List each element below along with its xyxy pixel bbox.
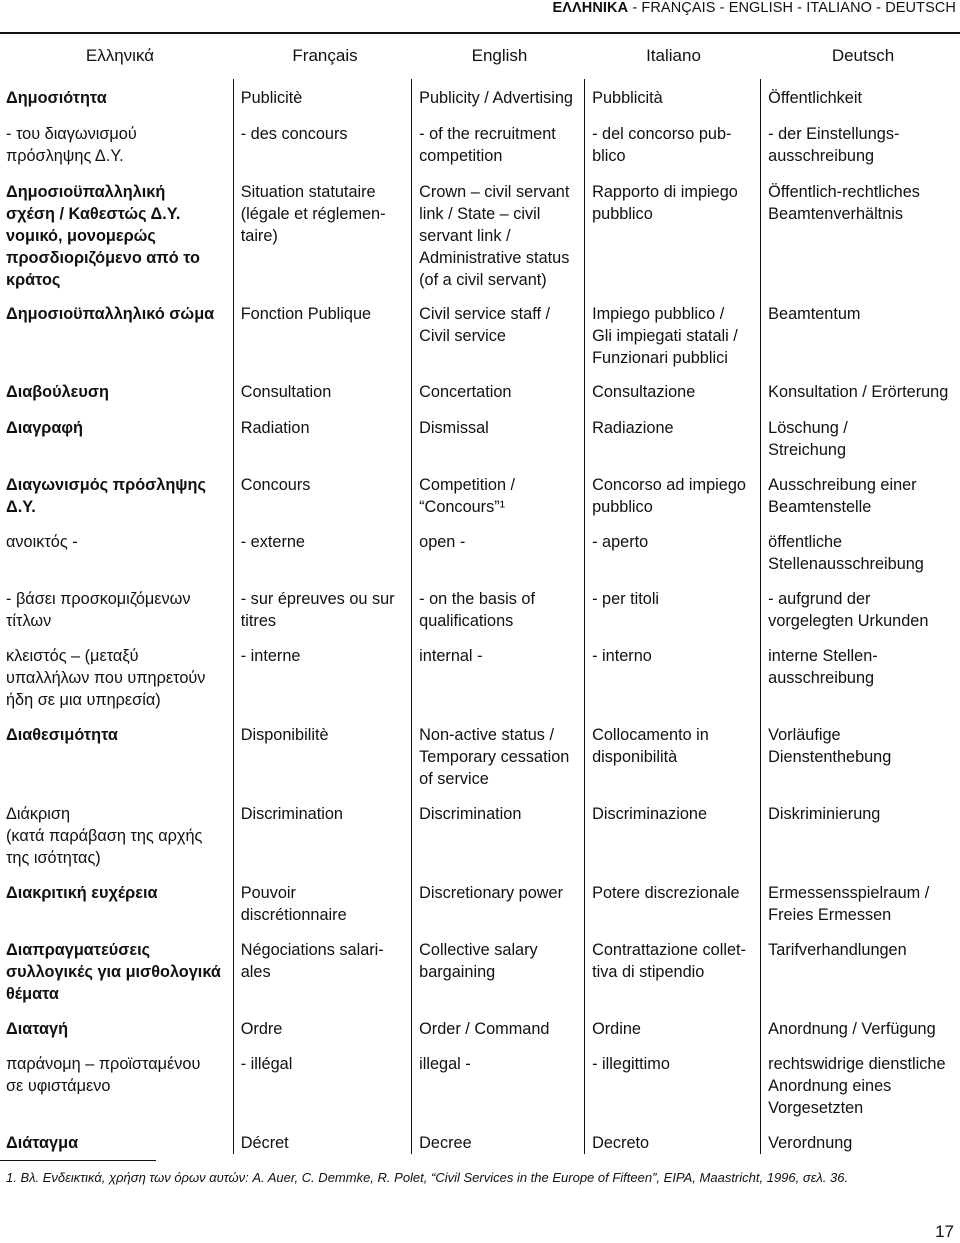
term-italian xyxy=(585,369,761,403)
term-line: Δ.Υ. xyxy=(6,498,36,516)
glossary-row xyxy=(6,575,960,632)
term-french xyxy=(233,575,411,632)
term-line: Concours xyxy=(240,476,311,494)
running-head-greek: ΕΛΛΗΝΙΚΑ xyxy=(552,0,629,16)
term-line: υπαλλήλων που υπηρετούν xyxy=(6,669,206,687)
page-number: 17 xyxy=(935,1222,954,1241)
term-german xyxy=(761,369,960,403)
term-line: Vorläufige xyxy=(768,726,841,744)
term-greek xyxy=(6,632,233,711)
term-line: qualifications xyxy=(419,612,514,630)
top-rule xyxy=(0,32,960,34)
glossary-row xyxy=(6,790,960,869)
term-french xyxy=(233,1005,411,1040)
term-line: κλειστός – (μεταξύ xyxy=(6,647,139,665)
term-english xyxy=(412,167,585,291)
term-line: Discretionary power xyxy=(419,884,564,902)
term-line: ήδη σε μια υπηρεσία) xyxy=(6,691,161,709)
term-italian xyxy=(585,79,761,109)
language-header-greek: Ελληνικά xyxy=(85,46,155,65)
term-line: ausschreibung xyxy=(768,147,875,165)
term-italian xyxy=(585,291,761,369)
term-greek xyxy=(6,291,233,369)
term-line: Διαταγή xyxy=(6,1020,69,1038)
term-line: vorgelegten Urkunden xyxy=(768,612,929,630)
term-line: Öffentlich-rechtliches xyxy=(768,183,920,201)
term-line: (of a civil servant) xyxy=(419,271,547,289)
term-line: τίτλων xyxy=(6,612,52,630)
term-line: Négociations salari- xyxy=(240,941,384,959)
term-line: Konsultation / Erörterung xyxy=(768,383,949,401)
term-english xyxy=(412,632,585,711)
term-line: Dismissal xyxy=(419,419,489,437)
term-line: Diskriminierung xyxy=(768,805,881,823)
term-line: Ausschreibung einer xyxy=(768,476,917,494)
term-greek xyxy=(6,518,233,575)
term-line: Discrimination xyxy=(240,805,343,823)
term-greek xyxy=(6,369,233,403)
term-french xyxy=(233,167,411,291)
term-german xyxy=(761,1040,960,1119)
term-french xyxy=(233,461,411,518)
term-greek xyxy=(6,1005,233,1040)
term-line: - sur épreuves ou sur xyxy=(240,590,395,608)
term-line: discrétionnaire xyxy=(240,906,347,924)
term-line: Δημοσιοϋπαλληλική xyxy=(6,183,166,201)
term-french xyxy=(233,790,411,869)
term-french xyxy=(233,403,411,461)
term-line: öffentliche xyxy=(768,533,843,551)
running-head-languages: - FRANÇAIS - ENGLISH - ITALIANO - DEUTSCH xyxy=(628,0,956,16)
term-french xyxy=(233,869,411,926)
term-italian xyxy=(585,711,761,790)
term-line: σχέση / Καθεστώς Δ.Υ. xyxy=(6,205,181,223)
term-english xyxy=(412,1040,585,1119)
term-line: Διάκριση xyxy=(6,805,71,823)
term-line: rechtswidrige dienstliche xyxy=(768,1055,946,1073)
term-french xyxy=(233,109,411,167)
term-italian xyxy=(585,1005,761,1040)
glossary-row xyxy=(6,869,960,926)
term-line: illegal - xyxy=(419,1055,471,1073)
term-line: internal - xyxy=(419,647,483,665)
term-line: Funzionari pubblici xyxy=(592,349,728,367)
term-greek xyxy=(6,1040,233,1119)
term-italian xyxy=(585,1040,761,1119)
glossary-row xyxy=(6,1005,960,1040)
term-line: πρόσληψης Δ.Υ. xyxy=(6,147,124,165)
term-french xyxy=(233,1119,411,1154)
term-french xyxy=(233,1040,411,1119)
term-line: Löschung / xyxy=(768,419,848,437)
term-line: παράνομη – προϊσταμένου xyxy=(6,1055,201,1073)
term-line: ausschreibung xyxy=(768,669,875,687)
term-german xyxy=(761,167,960,291)
term-line: Civil service staff / xyxy=(419,305,551,323)
term-italian xyxy=(585,869,761,926)
glossary-row xyxy=(6,167,960,291)
term-line: της ισότητας) xyxy=(6,849,101,867)
glossary-row xyxy=(6,109,960,167)
term-german xyxy=(761,109,960,167)
term-line: Ermessensspielraum / xyxy=(768,884,930,902)
language-header-italian: Italiano xyxy=(646,46,701,65)
term-german xyxy=(761,403,960,461)
term-german xyxy=(761,632,960,711)
term-line: - βάσει προσκομιζόμενων xyxy=(6,590,191,608)
term-greek xyxy=(6,869,233,926)
term-german xyxy=(761,461,960,518)
term-line: taire) xyxy=(240,227,278,245)
term-line: Öffentlichkeit xyxy=(768,89,862,107)
glossary-table xyxy=(6,79,960,1154)
term-greek xyxy=(6,167,233,291)
term-line: Διαβούλευση xyxy=(6,383,109,401)
term-greek xyxy=(6,403,233,461)
term-line: Potere discrezionale xyxy=(592,884,740,902)
term-line: Decreto xyxy=(592,1134,650,1152)
language-header-row xyxy=(0,46,960,72)
term-line: of service xyxy=(419,770,489,788)
term-line: Collocamento in xyxy=(592,726,709,744)
term-line: - des concours xyxy=(240,125,348,143)
term-german xyxy=(761,790,960,869)
term-line: Διαπραγματεύσεις xyxy=(6,941,151,959)
term-line: Competition / xyxy=(419,476,516,494)
term-italian xyxy=(585,632,761,711)
term-german xyxy=(761,869,960,926)
term-english xyxy=(412,109,585,167)
term-greek xyxy=(6,461,233,518)
term-english xyxy=(412,461,585,518)
term-line: - der Einstellungs- xyxy=(768,125,900,143)
term-line: - del concorso pub- xyxy=(592,125,732,143)
term-line: Vorgesetzten xyxy=(768,1099,864,1117)
term-french xyxy=(233,291,411,369)
term-french xyxy=(233,369,411,403)
term-line: Décret xyxy=(240,1134,289,1152)
glossary-row xyxy=(6,518,960,575)
glossary-row xyxy=(6,1040,960,1119)
term-french xyxy=(233,79,411,109)
footnote: 1. Βλ. Ενδεικτικά, χρήση των όρων αυτών: A. Auer, C. Demmke, R. Polet, “Civil Services in the Europe of Fifteen”, EIPA, Maastricht, 1996, σελ. 36. xyxy=(6,1170,849,1185)
term-line: θέματα xyxy=(6,985,59,1003)
term-line: κράτος xyxy=(6,271,61,289)
term-italian xyxy=(585,403,761,461)
term-greek xyxy=(6,109,233,167)
term-french xyxy=(233,711,411,790)
term-italian xyxy=(585,1119,761,1154)
term-english xyxy=(412,790,585,869)
term-german xyxy=(761,575,960,632)
term-line: Fonction Publique xyxy=(240,305,372,323)
glossary-row xyxy=(6,926,960,1005)
term-line: - aufgrund der xyxy=(768,590,871,608)
term-line: - on the basis of xyxy=(419,590,535,608)
term-line: Δημοσιότητα xyxy=(6,89,107,107)
term-line: Collective salary xyxy=(419,941,538,959)
term-line: Beamtenverhältnis xyxy=(768,205,904,223)
term-german xyxy=(761,1005,960,1040)
term-line: competition xyxy=(419,147,503,165)
term-line: Disponibilitè xyxy=(240,726,329,744)
term-german xyxy=(761,291,960,369)
term-line: Impiego pubblico / xyxy=(592,305,725,323)
term-line: Decree xyxy=(419,1134,472,1152)
term-english xyxy=(412,1005,585,1040)
term-line: Freies Ermessen xyxy=(768,906,892,924)
term-line: Non-active status / xyxy=(419,726,554,744)
term-english xyxy=(412,403,585,461)
term-french xyxy=(233,632,411,711)
term-line: - illégal xyxy=(240,1055,293,1073)
term-german xyxy=(761,926,960,1005)
term-italian xyxy=(585,575,761,632)
term-line: titres xyxy=(240,612,277,630)
term-line: Ordine xyxy=(592,1020,641,1038)
term-line: νομικό, μονομερώς xyxy=(6,227,156,245)
running-head xyxy=(552,0,956,16)
term-line: interne Stellen- xyxy=(768,647,878,665)
glossary-row xyxy=(6,79,960,109)
term-line: Rapporto di impiego xyxy=(592,183,738,201)
term-line: Dienstenthebung xyxy=(768,748,892,766)
term-line: Διακριτική ευχέρεια xyxy=(6,884,158,902)
glossary-row xyxy=(6,711,960,790)
term-line: - of the recruitment xyxy=(419,125,556,143)
term-line: Anordnung eines xyxy=(768,1077,892,1095)
term-german xyxy=(761,1119,960,1154)
term-english xyxy=(412,369,585,403)
term-line: σε υφιστάμενο xyxy=(6,1077,111,1095)
term-line: - per titoli xyxy=(592,590,660,608)
term-line: Discrimination xyxy=(419,805,522,823)
term-german xyxy=(761,79,960,109)
term-line: - aperto xyxy=(592,533,649,551)
term-german xyxy=(761,518,960,575)
glossary-row xyxy=(6,369,960,403)
term-line: ανοικτός - xyxy=(6,533,78,551)
term-line: disponibilità xyxy=(592,748,678,766)
language-header-german: Deutsch xyxy=(831,46,895,65)
term-line: (κατά παράβαση της αρχής xyxy=(6,827,203,845)
term-line: Stellenausschreibung xyxy=(768,555,924,573)
term-line: pubblico xyxy=(592,498,653,516)
term-italian xyxy=(585,790,761,869)
term-line: Discriminazione xyxy=(592,805,708,823)
term-line: ales xyxy=(240,963,271,981)
term-line: Administrative status xyxy=(419,249,570,267)
term-italian xyxy=(585,926,761,1005)
term-line: Streichung xyxy=(768,441,847,459)
term-line: Pouvoir xyxy=(240,884,296,902)
term-line: Διάταγμα xyxy=(6,1134,79,1152)
footnote-rule xyxy=(0,1160,156,1161)
term-line: Beamtentum xyxy=(768,305,861,323)
term-greek xyxy=(6,926,233,1005)
term-line: Beamtenstelle xyxy=(768,498,872,516)
term-line: link / State – civil xyxy=(419,205,541,223)
term-english xyxy=(412,518,585,575)
term-line: tiva di stipendio xyxy=(592,963,705,981)
term-line: - interno xyxy=(592,647,652,665)
term-english xyxy=(412,291,585,369)
term-line: Concertation xyxy=(419,383,512,401)
term-line: Ordre xyxy=(240,1020,283,1038)
term-line: συλλογικές για μισθολογικά xyxy=(6,963,221,981)
term-line: Radiazione xyxy=(592,419,674,437)
term-line: Publicitè xyxy=(240,89,303,107)
language-header-french: Français xyxy=(292,46,358,65)
term-english xyxy=(412,1119,585,1154)
term-english xyxy=(412,869,585,926)
term-line: Δημοσιοϋπαλληλικό σώμα xyxy=(6,305,215,323)
glossary-body xyxy=(6,79,960,1154)
glossary-row xyxy=(6,1119,960,1154)
term-line: Anordnung / Verfügung xyxy=(768,1020,936,1038)
term-line: Radiation xyxy=(240,419,310,437)
term-line: “Concours”¹ xyxy=(419,498,506,516)
term-line: Διαθεσιμότητα xyxy=(6,726,118,744)
term-line: Verordnung xyxy=(768,1134,853,1152)
term-line: pubblico xyxy=(592,205,653,223)
term-line: bargaining xyxy=(419,963,496,981)
term-line: - interne xyxy=(240,647,301,665)
term-english xyxy=(412,79,585,109)
glossary-row xyxy=(6,461,960,518)
term-line: Temporary cessation xyxy=(419,748,570,766)
term-line: Order / Command xyxy=(419,1020,550,1038)
term-german xyxy=(761,711,960,790)
term-line: open - xyxy=(419,533,466,551)
term-line: Publicity / Advertising xyxy=(419,89,573,107)
term-line: Consultation xyxy=(240,383,332,401)
term-line: Διαγωνισμός πρόσληψης xyxy=(6,476,206,494)
term-line: Consultazione xyxy=(592,383,696,401)
language-header-english: English xyxy=(471,46,528,65)
term-line: Concorso ad impiego xyxy=(592,476,746,494)
term-line: Contrattazione collet- xyxy=(592,941,746,959)
term-greek xyxy=(6,79,233,109)
term-italian xyxy=(585,461,761,518)
glossary-row xyxy=(6,632,960,711)
term-italian xyxy=(585,109,761,167)
term-line: προσδιοριζόμενο από το xyxy=(6,249,200,267)
glossary-row xyxy=(6,403,960,461)
term-french xyxy=(233,518,411,575)
glossary-row xyxy=(6,291,960,369)
term-line: - externe xyxy=(240,533,305,551)
term-line: - illegittimo xyxy=(592,1055,670,1073)
term-french xyxy=(233,926,411,1005)
term-line: Situation statutaire xyxy=(240,183,376,201)
term-line: Gli impiegati statali / xyxy=(592,327,738,345)
term-greek xyxy=(6,1119,233,1154)
term-english xyxy=(412,575,585,632)
term-line: blico xyxy=(592,147,626,165)
term-line: Civil service xyxy=(419,327,506,345)
term-line: servant link / xyxy=(419,227,511,245)
term-line: (légale et réglemen- xyxy=(240,205,386,223)
term-italian xyxy=(585,518,761,575)
term-english xyxy=(412,711,585,790)
term-greek xyxy=(6,790,233,869)
term-line: Pubblicità xyxy=(592,89,663,107)
term-line: Tarifverhandlungen xyxy=(768,941,907,959)
term-line: Crown – civil servant xyxy=(419,183,570,201)
term-english xyxy=(412,926,585,1005)
term-greek xyxy=(6,711,233,790)
term-line: - του διαγωνισμού xyxy=(6,125,137,143)
term-greek xyxy=(6,575,233,632)
term-line: Διαγραφή xyxy=(6,419,83,437)
term-italian xyxy=(585,167,761,291)
